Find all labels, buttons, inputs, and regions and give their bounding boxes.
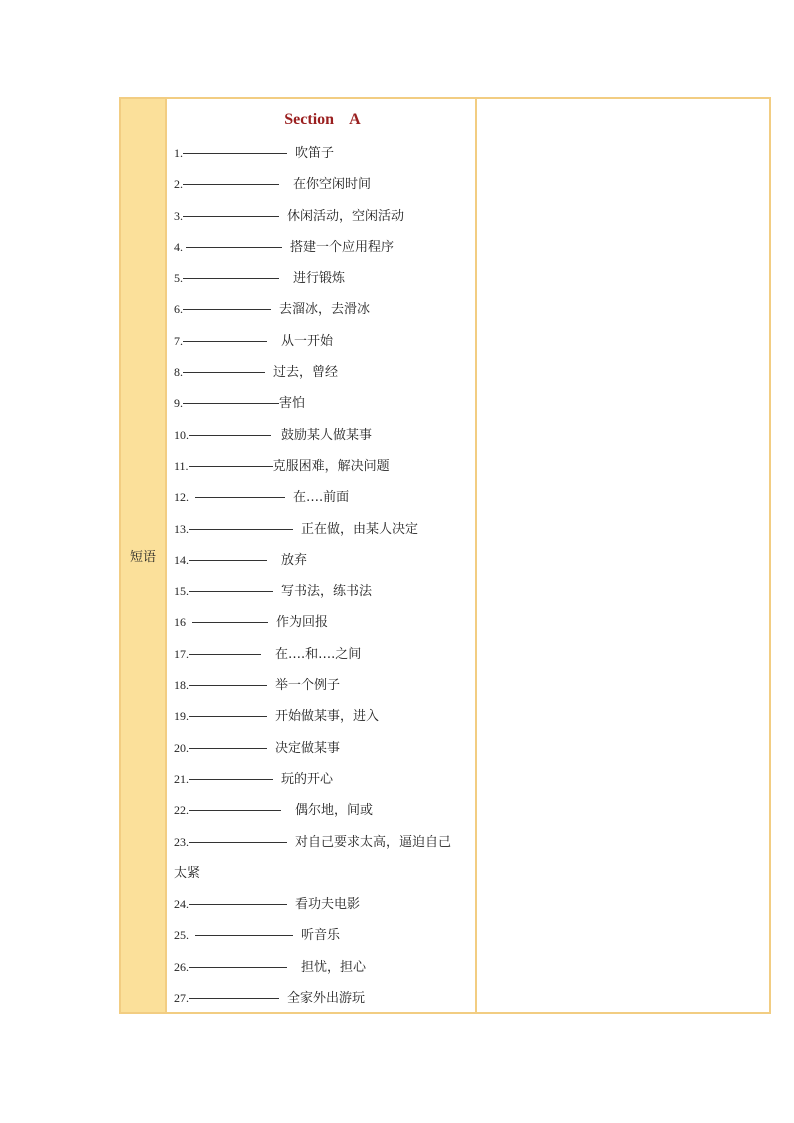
phrase-number: 9. — [174, 396, 183, 411]
phrase-item — [174, 733, 475, 764]
phrase-meaning: 写书法，练书法 — [281, 584, 373, 600]
phrase-item — [174, 451, 475, 482]
phrase-list — [174, 138, 475, 1014]
phrase-number: 18. — [174, 678, 189, 693]
phrase-meaning-continued: 太紧 — [174, 865, 201, 881]
phrase-meaning: 听音乐 — [301, 928, 341, 944]
phrase-item — [174, 670, 475, 701]
phrase-item — [174, 357, 475, 388]
phrase-meaning: 在….和….之间 — [275, 646, 362, 662]
phrase-item — [174, 576, 475, 607]
phrases-cell — [167, 99, 477, 1012]
answer-blank[interactable] — [189, 809, 281, 811]
phrase-number: 1. — [174, 146, 183, 160]
phrase-number: 20. — [174, 740, 189, 755]
phrase-number: 24. — [174, 897, 189, 912]
answer-blank[interactable] — [183, 371, 265, 373]
row-label-cell — [121, 99, 167, 1012]
phrase-item — [174, 263, 475, 294]
phrase-number: 19. — [174, 709, 189, 724]
answer-blank[interactable] — [183, 152, 287, 154]
phrase-meaning: 在….前面 — [293, 490, 350, 506]
phrase-number: 27. — [174, 991, 189, 1006]
phrase-number: 4. — [174, 239, 186, 254]
answer-blank[interactable] — [189, 465, 273, 467]
phrase-meaning: 放弃 — [281, 552, 308, 568]
phrase-number: 3. — [174, 208, 183, 223]
phrase-meaning: 玩的开心 — [281, 771, 334, 787]
phrase-number: 7. — [174, 333, 183, 348]
phrase-number: 12. — [174, 490, 195, 505]
phrase-meaning: 鼓励某人做某事 — [281, 427, 373, 443]
phrase-number: 6. — [174, 302, 183, 317]
phrase-item — [174, 827, 475, 858]
answer-blank[interactable] — [189, 653, 261, 655]
phrase-meaning: 从一开始 — [281, 333, 334, 349]
phrase-meaning: 进行锻炼 — [293, 271, 346, 287]
row-label: 短语 — [129, 550, 156, 565]
section-title: Section A — [284, 111, 361, 128]
answer-blank[interactable] — [189, 590, 273, 592]
phrase-item — [174, 983, 475, 1014]
phrase-number: 5. — [174, 271, 183, 286]
phrase-meaning: 看功夫电影 — [295, 897, 361, 913]
phrase-number: 22. — [174, 803, 189, 818]
phrase-item — [174, 482, 475, 513]
phrase-item — [174, 795, 475, 826]
phrase-meaning: 担忧，担心 — [301, 959, 367, 975]
answer-cell — [477, 99, 769, 1012]
answer-blank[interactable] — [189, 997, 279, 999]
answer-blank[interactable] — [189, 966, 287, 968]
phrase-number: 16 — [174, 615, 192, 630]
phrase-item — [174, 701, 475, 732]
phrase-item — [174, 294, 475, 325]
answer-blank[interactable] — [189, 434, 271, 436]
answer-blank[interactable] — [183, 215, 279, 217]
phrase-meaning: 克服困难，解决问题 — [272, 458, 390, 474]
phrase-item — [174, 232, 475, 263]
phrase-item — [174, 639, 475, 670]
answer-blank[interactable] — [183, 340, 267, 342]
phrase-meaning: 在你空闲时间 — [293, 177, 372, 193]
phrase-meaning: 偶尔地，间或 — [295, 803, 374, 819]
answer-blank[interactable] — [183, 308, 271, 310]
phrase-item — [174, 607, 475, 638]
phrase-meaning: 休闲活动，空闲活动 — [287, 208, 405, 224]
phrase-meaning: 举一个例子 — [275, 678, 341, 694]
phrase-number: 26. — [174, 959, 189, 974]
answer-blank[interactable] — [189, 747, 267, 749]
answer-blank[interactable] — [195, 934, 293, 936]
answer-blank[interactable] — [189, 841, 287, 843]
phrase-meaning: 正在做，由某人决定 — [301, 521, 419, 537]
answer-blank[interactable] — [189, 778, 273, 780]
phrase-number: 21. — [174, 771, 189, 786]
answer-blank[interactable] — [189, 528, 293, 530]
phrase-meaning: 决定做某事 — [275, 740, 341, 756]
phrase-number: 23. — [174, 834, 189, 849]
answer-blank[interactable] — [183, 402, 279, 404]
answer-blank[interactable] — [195, 496, 285, 498]
phrase-meaning: 过去，曾经 — [273, 365, 339, 381]
answer-blank[interactable] — [186, 246, 282, 248]
phrase-item — [174, 420, 475, 451]
vocab-table — [119, 97, 771, 1014]
answer-blank[interactable] — [189, 559, 267, 561]
phrase-meaning: 作为回报 — [276, 615, 329, 631]
phrase-number: 13. — [174, 521, 189, 536]
phrase-item — [174, 138, 475, 169]
answer-blank[interactable] — [189, 684, 267, 686]
answer-blank[interactable] — [189, 715, 267, 717]
phrase-meaning: 对自己要求太高，逼迫自己 — [295, 834, 452, 850]
phrase-number: 15. — [174, 584, 189, 599]
phrase-number: 8. — [174, 365, 183, 380]
phrase-number: 11. — [174, 458, 189, 473]
phrase-item — [174, 201, 475, 232]
phrase-meaning: 害怕 — [279, 396, 306, 412]
answer-blank[interactable] — [192, 621, 268, 623]
phrase-item — [174, 169, 475, 200]
phrase-item — [174, 889, 475, 920]
phrase-number: 14. — [174, 552, 189, 567]
phrase-item — [174, 764, 475, 795]
phrase-meaning: 搭建一个应用程序 — [290, 239, 395, 255]
phrase-number: 2. — [174, 177, 183, 192]
phrase-item — [174, 388, 475, 419]
phrase-item — [174, 545, 475, 576]
phrase-meaning: 开始做某事，进入 — [275, 709, 380, 725]
phrase-number: 17. — [174, 646, 189, 661]
answer-blank[interactable] — [183, 183, 279, 185]
phrase-item — [174, 326, 475, 357]
phrase-meaning: 全家外出游玩 — [287, 991, 366, 1007]
phrase-number: 25. — [174, 928, 195, 943]
answer-blank[interactable] — [183, 277, 279, 279]
phrase-item — [174, 514, 475, 545]
answer-blank[interactable] — [189, 903, 287, 905]
phrase-meaning: 吹笛子 — [295, 146, 335, 161]
phrase-item — [174, 952, 475, 983]
phrase-item — [174, 920, 475, 951]
phrase-meaning: 去溜冰，去滑冰 — [279, 302, 371, 318]
phrase-number: 10. — [174, 427, 189, 442]
